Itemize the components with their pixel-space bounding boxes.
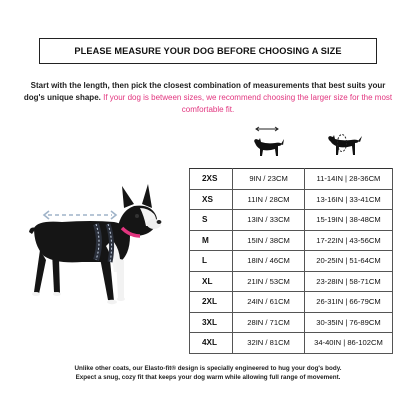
intro-text bbox=[20, 80, 396, 116]
size-girth-cell: 13-16IN | 33-41CM bbox=[304, 189, 392, 210]
intro-plain: Start with the length, then pick the closest combination of measurements that best suits your dog's unique shape. bbox=[23, 81, 386, 102]
intro-highlight: If your dog is between sizes, we recommend choosing the larger size for the most comfortable fit. bbox=[103, 93, 393, 114]
size-size-cell: 4XL bbox=[190, 333, 233, 354]
size-size-cell: 3XL bbox=[190, 312, 233, 333]
size-girth-cell: 30-35IN | 76-89CM bbox=[304, 312, 392, 333]
size-chart-table bbox=[189, 168, 393, 354]
table-row bbox=[190, 333, 393, 354]
size-girth-cell: 11-14IN | 28-36CM bbox=[304, 169, 392, 190]
size-size-cell: 2XL bbox=[190, 292, 233, 313]
dog-girth-measure-icon bbox=[321, 128, 367, 166]
footer-line-2: Expect a snug, cozy fit that keeps your dog warm while allowing full range of movement. bbox=[75, 374, 341, 381]
dog-photo bbox=[22, 180, 172, 320]
dog-length-measure-icon bbox=[247, 126, 287, 166]
size-length-cell: 15IN / 38CM bbox=[233, 230, 305, 251]
size-length-cell: 28IN / 71CM bbox=[233, 312, 305, 333]
page-title-text: PLEASE MEASURE YOUR DOG BEFORE CHOOSING A SIZE bbox=[74, 46, 342, 56]
size-girth-cell: 26-31IN | 66-79CM bbox=[304, 292, 392, 313]
table-row bbox=[190, 210, 393, 231]
table-row bbox=[190, 292, 393, 313]
table-row bbox=[190, 230, 393, 251]
size-length-cell: 13IN / 33CM bbox=[233, 210, 305, 231]
size-girth-cell: 23-28IN | 58-71CM bbox=[304, 271, 392, 292]
size-girth-cell: 15-19IN | 38-48CM bbox=[304, 210, 392, 231]
table-row bbox=[190, 189, 393, 210]
size-girth-cell: 20-25IN | 51-64CM bbox=[304, 251, 392, 272]
size-length-cell: 21IN / 53CM bbox=[233, 271, 305, 292]
size-length-cell: 24IN / 61CM bbox=[233, 292, 305, 313]
size-girth-cell: 34-40IN | 86-102CM bbox=[304, 333, 392, 354]
size-length-cell: 9IN / 23CM bbox=[233, 169, 305, 190]
size-girth-cell: 17-22IN | 43-56CM bbox=[304, 230, 392, 251]
table-row bbox=[190, 271, 393, 292]
footer-text bbox=[10, 364, 406, 382]
table-row bbox=[190, 312, 393, 333]
page-title bbox=[39, 38, 377, 64]
size-size-cell: S bbox=[190, 210, 233, 231]
table-row bbox=[190, 251, 393, 272]
size-size-cell: XS bbox=[190, 189, 233, 210]
size-length-cell: 18IN / 46CM bbox=[233, 251, 305, 272]
table-row bbox=[190, 169, 393, 190]
size-size-cell: M bbox=[190, 230, 233, 251]
size-length-cell: 11IN / 28CM bbox=[233, 189, 305, 210]
size-size-cell: XL bbox=[190, 271, 233, 292]
size-length-cell: 32IN / 81CM bbox=[233, 333, 305, 354]
size-size-cell: L bbox=[190, 251, 233, 272]
size-size-cell: 2XS bbox=[190, 169, 233, 190]
footer-line-1: Unlike other coats, our Elasto-fit® design is specially engineered to hug your dog's body. bbox=[74, 365, 342, 372]
